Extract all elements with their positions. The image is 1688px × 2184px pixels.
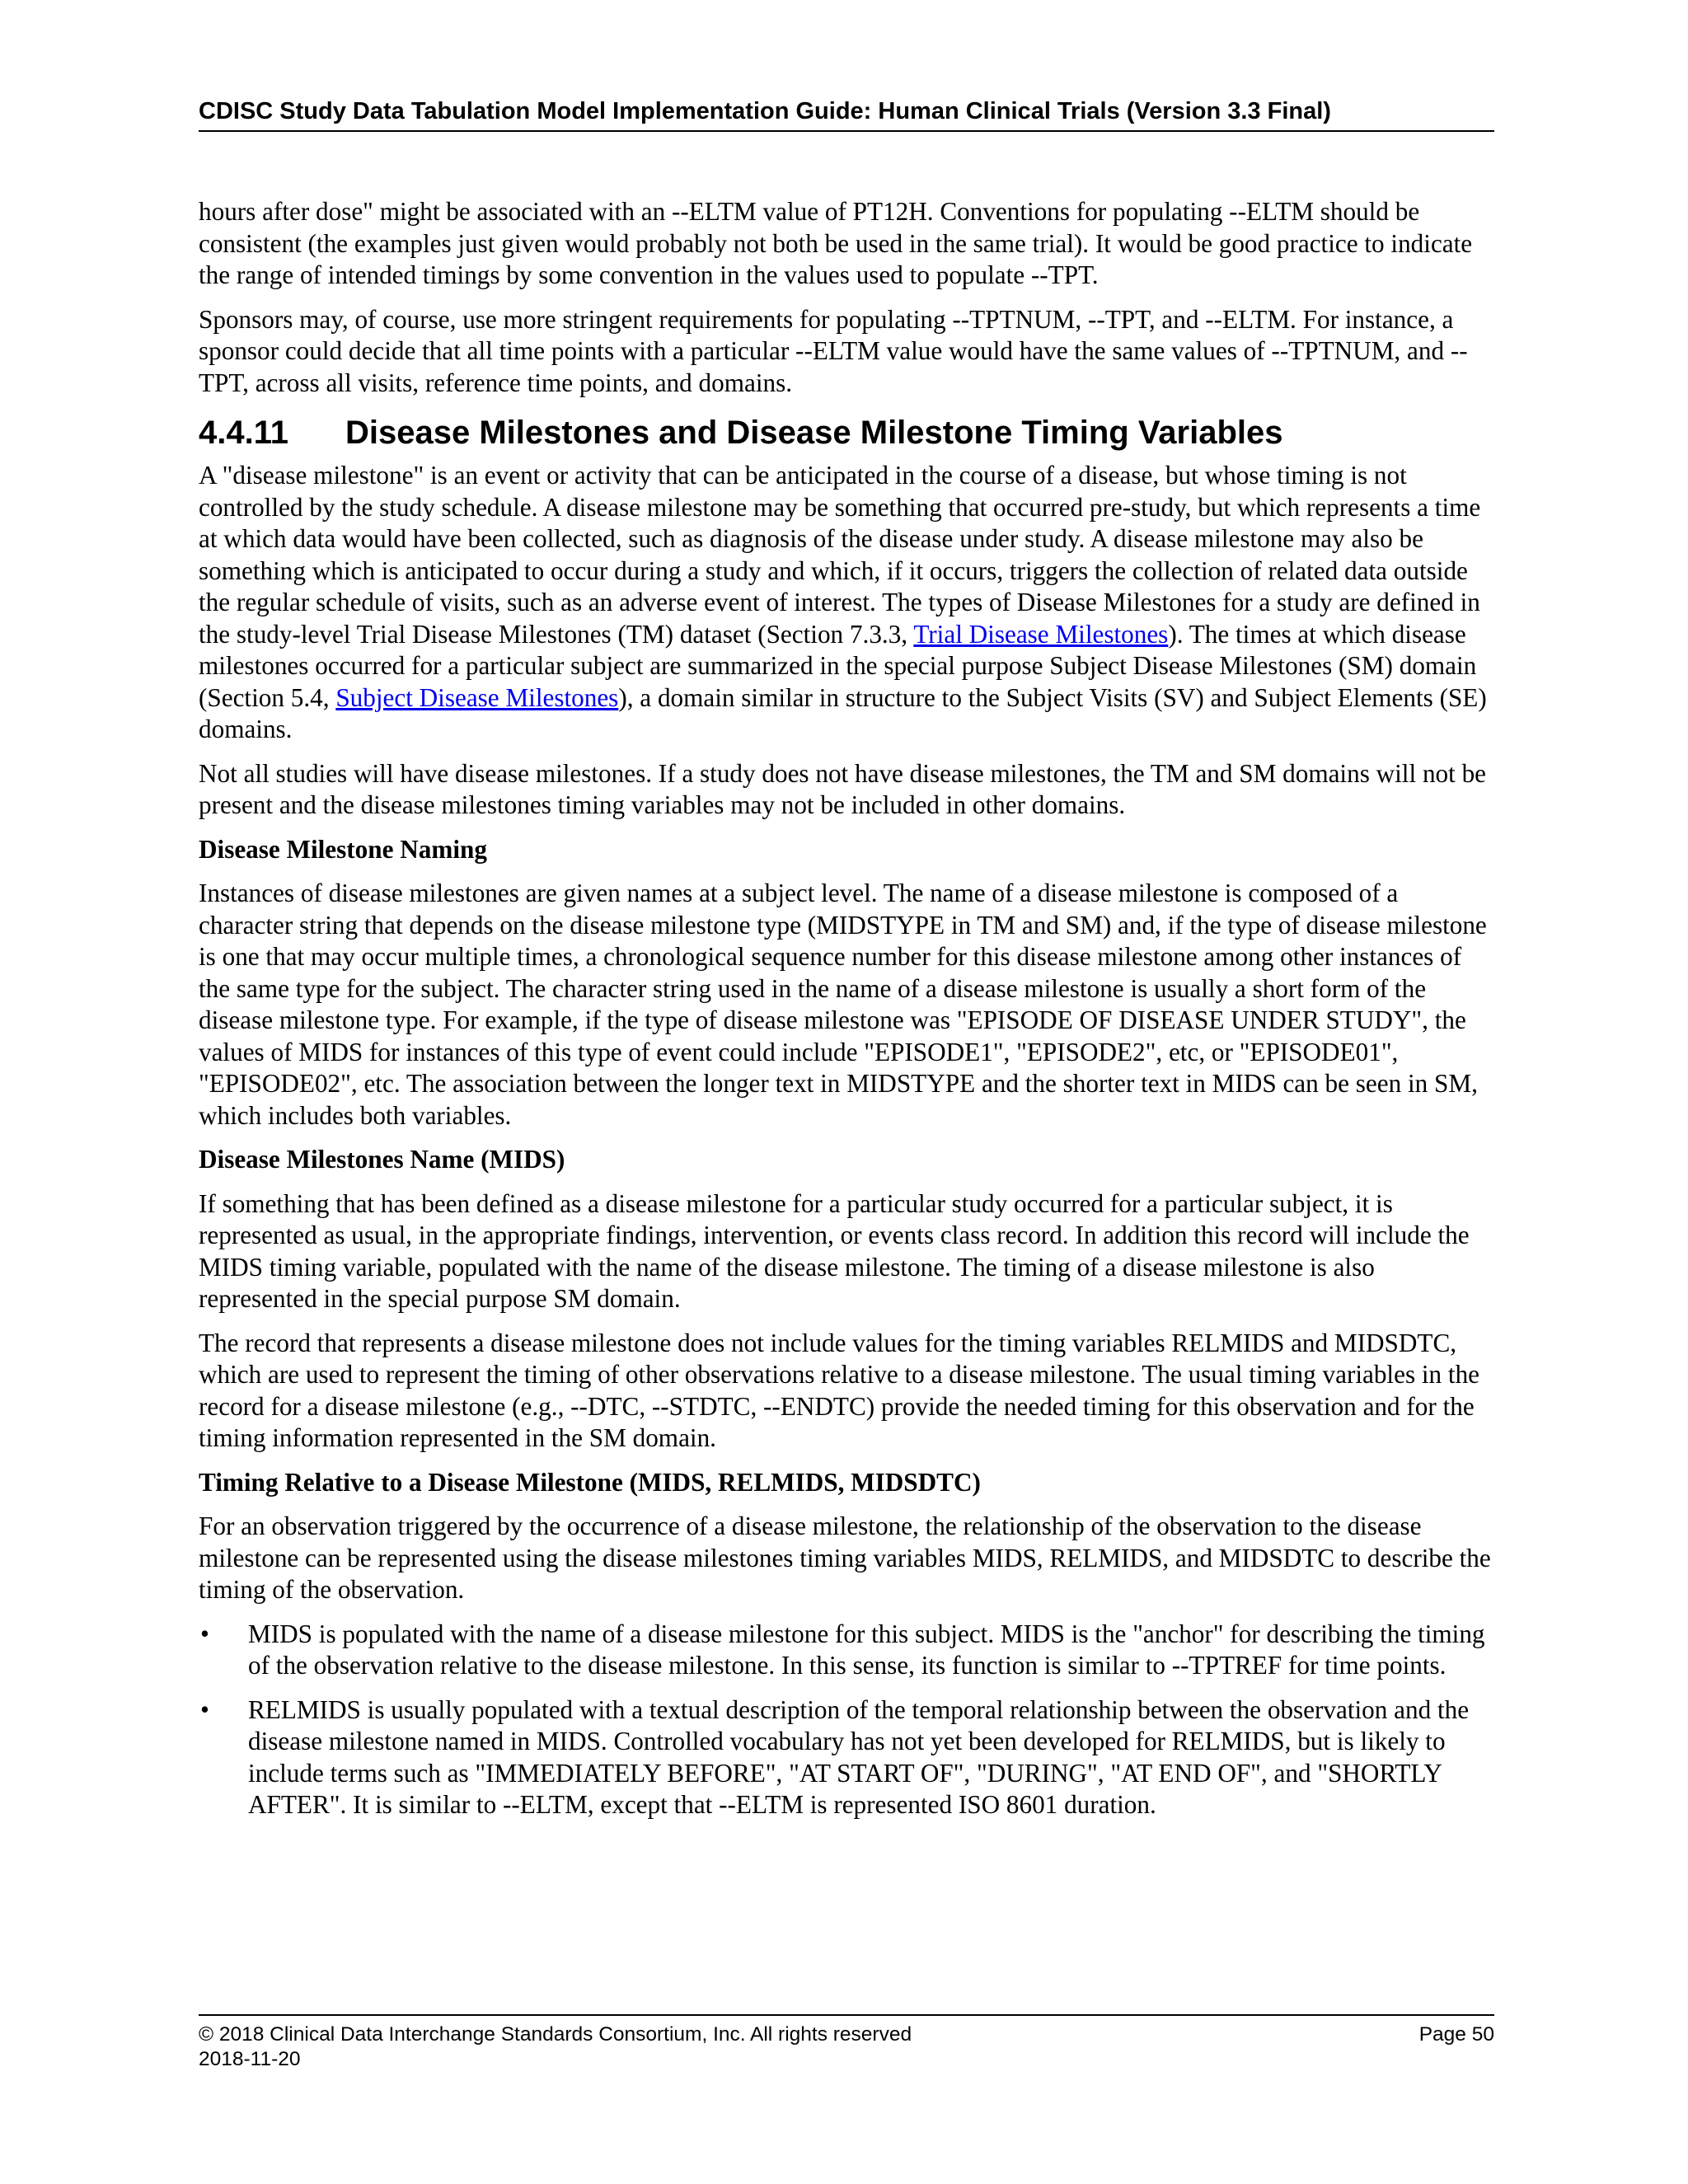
subject-disease-milestones-link[interactable]: Subject Disease Milestones: [335, 682, 619, 712]
section-title: Disease Milestones and Disease Milestone Timing Variables: [345, 415, 1283, 451]
section-paragraph-1-part-1: A "disease milestone" is an event or activity that can be anticipated in the course of a disease, but whose timing is not controlled by the study schedule. A disease milestone may be something that occurred pre-study, but which represents a time at which data would have been collected, such as diagnosis of the disease under study. A disease milestone may also be something which is anticipated to occur during a study and which, if it occurs, triggers the collection of related data outside the regular schedule of visits, such as an adverse event of interest. The types of Disease Milestones for a study are defined in the study-level Trial Disease Milestones (TM) dataset (Section 7.3.3,: [199, 461, 1481, 649]
page-footer: [199, 2014, 1494, 2072]
section-paragraph-1: [199, 460, 1494, 746]
page-header: [199, 97, 1494, 132]
page-number: Page 50: [1418, 2023, 1494, 2046]
section-number: 4.4.11: [199, 415, 289, 451]
list-item-text: MIDS is populated with the name of a disease milestone for this subject. MIDS is the "anchor" for describing the timing of the observation relative to the disease milestone. In this sense, its function is similar to --TPTREF for time points.: [248, 1619, 1485, 1680]
intro-paragraph-2: Sponsors may, of course, use more stringent requirements for populating --TPTNUM, --TPT, and --ELTM. For instance, a sponsor could decide that all time points with a particular --ELTM value would have the same values of --TPTNUM, and --TPT, across all visits, reference time points, and domains.: [199, 304, 1468, 397]
trial-disease-milestones-link[interactable]: Trial Disease Milestones: [913, 619, 1169, 649]
list-item-text: RELMIDS is usually populated with a textual description of the temporal relationship between the observation and the disease milestone named in MIDS. Controlled vocabulary has not yet been developed for RELMIDS, but is likely to include terms such as "IMMEDIATELY BEFORE", "AT START OF", "DURING", "AT END OF", and "SHORTLY AFTER". It is similar to --ELTM, except that --ELTM is represented ISO 8601 duration.: [248, 1694, 1470, 1819]
document-title: CDISC Study Data Tabulation Model Implementation Guide: Human Clinical Trials (Version 3.3 Final): [199, 98, 1331, 124]
section-paragraph-1-part-2: ). The times at which disease milestones occurred for a particular subject are summarized in the special purpose Subject Disease Milestones (SM) domain (Section 5.4,: [199, 619, 1477, 712]
bullet-icon: •: [200, 1694, 209, 1724]
timing-heading: Timing Relative to a Disease Milestone (MIDS, RELMIDS, MIDSDTC): [199, 1467, 981, 1497]
intro-paragraph-1: hours after dose" might be associated with an --ELTM value of PT12H. Conventions for populating --ELTM should be consistent (the examples just given would probably not both be used in the same trial). It would be good practice to indicate the range of intended timings by some convention in the values used to populate --TPT.: [199, 197, 1473, 289]
mids-paragraph-2: The record that represents a disease milestone does not include values for the timing variables RELMIDS and MIDSDTC, which are used to represent the timing of other observations relative to a disease milestone. The usual timing variables in the record for a disease milestone (e.g., --DTC, --STDTC, --ENDTC) provide the needed timing for this observation and for the timing information represented in the SM domain.: [199, 1328, 1480, 1452]
copyright-notice: © 2018 Clinical Data Interchange Standards Consortium, Inc. All rights reserved: [199, 2023, 912, 2046]
footer-row: [199, 2022, 1494, 2047]
bullet-icon: •: [200, 1619, 209, 1648]
mids-heading: Disease Milestones Name (MIDS): [199, 1145, 565, 1174]
naming-paragraph: Instances of disease milestones are given names at a subject level. The name of a disease milestone is composed of a character string that depends on the disease milestone type (MIDSTYPE in TM and SM) and, if the type of disease milestone is one that may occur multiple times, a chronological sequence number for this disease milestone among other instances of the same type for the subject. The character string used in the name of a disease milestone is usually a short form of the disease milestone type. For example, if the type of disease milestone was "EPISODE OF DISEASE UNDER STUDY", the values of MIDS for instances of this type of event could include "EPISODE1", "EPISODE2", etc, or "EPISODE01", "EPISODE02", etc. The association between the longer text in MIDSTYPE and the shorter text in MIDS can be seen in SM, which includes both variables.: [199, 879, 1487, 1130]
timing-paragraph: For an observation triggered by the occurrence of a disease milestone, the relationship of the observation to the disease milestone can be represented using the disease milestones timing variables MIDS, RELMIDS, and MIDSDTC to describe the timing of the observation.: [199, 1511, 1491, 1604]
section-paragraph-2: Not all studies will have disease milestones. If a study does not have disease milestones, the TM and SM domains will not be present and the disease milestones timing variables may not be included in other domains.: [199, 758, 1487, 819]
page-content: [199, 196, 1494, 1834]
mids-paragraph-1: If something that has been defined as a disease milestone for a particular study occurred for a particular subject, it is represented as usual, in the appropriate findings, intervention, or events class record. In addition this record will include the MIDS timing variable, populated with the name of the disease milestone. The timing of a disease milestone is also represented in the special purpose SM domain.: [199, 1188, 1470, 1313]
naming-heading: Disease Milestone Naming: [199, 834, 487, 864]
timing-bullet-list: [199, 1619, 1494, 1821]
section-heading: [199, 412, 1494, 453]
list-item: [199, 1694, 1494, 1821]
document-date: 2018-11-20: [199, 2048, 301, 2070]
list-item: [199, 1619, 1494, 1682]
section-paragraph-1-part-3: ), a domain similar in structure to the Subject Visits (SV) and Subject Elements (SE) domains.: [199, 682, 1487, 743]
